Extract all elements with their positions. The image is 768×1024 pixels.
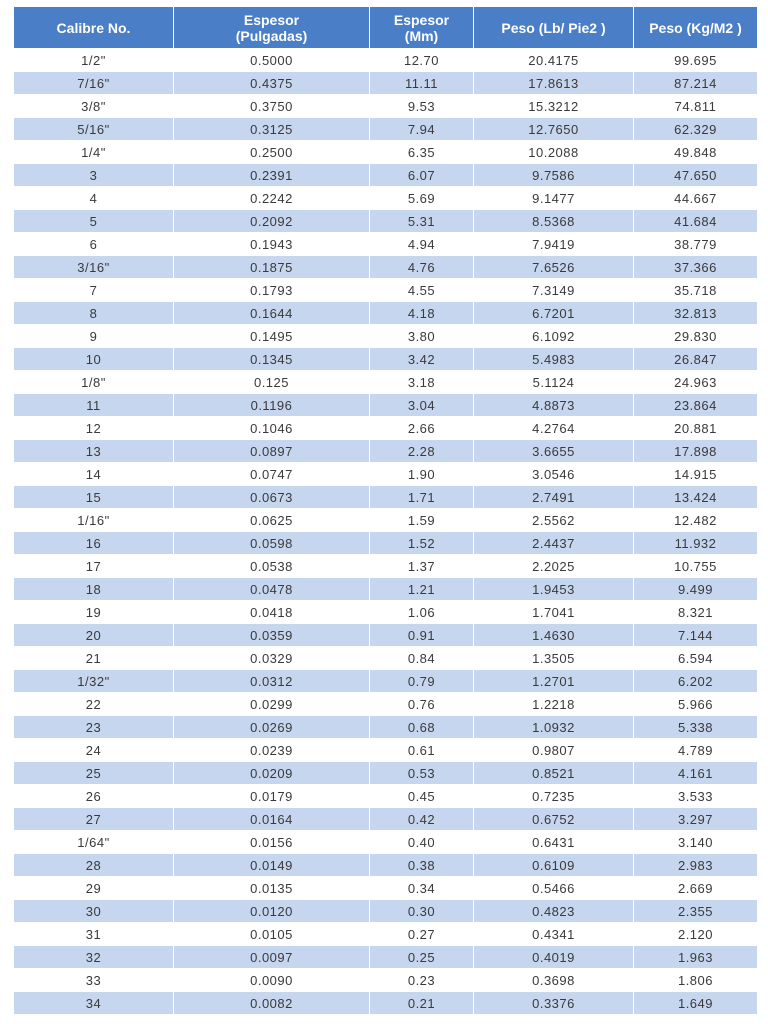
cell-espesor-mm: 0.79 (370, 670, 474, 693)
header-espesor-mm-line1: Espesor (393, 11, 450, 28)
cell-peso-kg: 47.650 (634, 164, 758, 187)
cell-espesor-mm: 4.76 (370, 256, 474, 279)
cell-peso-kg: 4.161 (634, 762, 758, 785)
cell-espesor-pulgadas: 0.0625 (174, 509, 370, 532)
cell-calibre: 24 (14, 739, 174, 762)
cell-calibre: 21 (14, 647, 174, 670)
cell-espesor-mm: 0.38 (370, 854, 474, 877)
cell-espesor-pulgadas: 0.1875 (174, 256, 370, 279)
header-peso-lb-label: Peso (Lb/ Pie2 ) (501, 19, 606, 36)
table-row (14, 486, 758, 509)
cell-peso-kg: 44.667 (634, 187, 758, 210)
cell-calibre: 1/4" (14, 141, 174, 164)
cell-espesor-pulgadas: 0.0673 (174, 486, 370, 509)
cell-calibre: 15 (14, 486, 174, 509)
cell-peso-lb: 0.3698 (474, 969, 634, 992)
cell-espesor-pulgadas: 0.0097 (174, 946, 370, 969)
cell-espesor-pulgadas: 0.0164 (174, 808, 370, 831)
cell-calibre: 29 (14, 877, 174, 900)
cell-calibre: 16 (14, 532, 174, 555)
cell-peso-lb: 7.3149 (474, 279, 634, 302)
cell-peso-kg: 32.813 (634, 302, 758, 325)
cell-calibre: 12 (14, 417, 174, 440)
cell-peso-lb: 1.9453 (474, 578, 634, 601)
table-row (14, 624, 758, 647)
cell-espesor-mm: 0.61 (370, 739, 474, 762)
cell-espesor-pulgadas: 0.0478 (174, 578, 370, 601)
table-row (14, 555, 758, 578)
table-row (14, 417, 758, 440)
cell-calibre: 1/2" (14, 49, 174, 72)
cell-peso-lb: 0.9807 (474, 739, 634, 762)
cell-peso-kg: 2.669 (634, 877, 758, 900)
cell-espesor-pulgadas: 0.2242 (174, 187, 370, 210)
cell-peso-lb: 9.7586 (474, 164, 634, 187)
cell-peso-kg: 9.499 (634, 578, 758, 601)
cell-espesor-pulgadas: 0.3750 (174, 95, 370, 118)
cell-espesor-mm: 3.04 (370, 394, 474, 417)
cell-espesor-pulgadas: 0.0747 (174, 463, 370, 486)
cell-peso-lb: 5.4983 (474, 348, 634, 371)
cell-peso-lb: 1.2701 (474, 670, 634, 693)
cell-calibre: 19 (14, 601, 174, 624)
table-row (14, 348, 758, 371)
table-row (14, 279, 758, 302)
cell-espesor-pulgadas: 0.4375 (174, 72, 370, 95)
cell-peso-lb: 17.8613 (474, 72, 634, 95)
cell-peso-kg: 3.533 (634, 785, 758, 808)
cell-peso-lb: 6.1092 (474, 325, 634, 348)
cell-calibre: 22 (14, 693, 174, 716)
cell-peso-lb: 6.7201 (474, 302, 634, 325)
cell-espesor-pulgadas: 0.125 (174, 371, 370, 394)
cell-espesor-mm: 1.90 (370, 463, 474, 486)
cell-peso-kg: 87.214 (634, 72, 758, 95)
cell-espesor-mm: 0.45 (370, 785, 474, 808)
cell-espesor-mm: 0.21 (370, 992, 474, 1015)
cell-espesor-mm: 6.35 (370, 141, 474, 164)
cell-peso-lb: 0.4019 (474, 946, 634, 969)
cell-peso-kg: 10.755 (634, 555, 758, 578)
cell-espesor-pulgadas: 0.2092 (174, 210, 370, 233)
cell-espesor-mm: 4.94 (370, 233, 474, 256)
cell-calibre: 27 (14, 808, 174, 831)
cell-peso-kg: 8.321 (634, 601, 758, 624)
cell-calibre: 3/16" (14, 256, 174, 279)
cell-peso-lb: 4.2764 (474, 417, 634, 440)
cell-calibre: 31 (14, 923, 174, 946)
table-row (14, 785, 758, 808)
cell-peso-lb: 2.4437 (474, 532, 634, 555)
cell-peso-kg: 4.789 (634, 739, 758, 762)
cell-peso-lb: 20.4175 (474, 49, 634, 72)
table-row (14, 578, 758, 601)
cell-peso-lb: 0.6109 (474, 854, 634, 877)
header-espesor-pulgadas-line2: (Pulgadas) (235, 27, 308, 44)
cell-peso-kg: 5.966 (634, 693, 758, 716)
cell-calibre: 9 (14, 325, 174, 348)
cell-peso-lb: 2.5562 (474, 509, 634, 532)
cell-espesor-mm: 0.27 (370, 923, 474, 946)
cell-peso-kg: 29.830 (634, 325, 758, 348)
header-row (14, 7, 758, 49)
cell-peso-kg: 1.806 (634, 969, 758, 992)
table-row (14, 72, 758, 95)
header-espesor-pulgadas-line1: Espesor (243, 11, 300, 28)
cell-peso-lb: 8.5368 (474, 210, 634, 233)
table-row (14, 831, 758, 854)
cell-peso-lb: 10.2088 (474, 141, 634, 164)
table-row (14, 693, 758, 716)
cell-peso-kg: 6.594 (634, 647, 758, 670)
table-header (14, 7, 758, 49)
cell-peso-kg: 20.881 (634, 417, 758, 440)
cell-peso-lb: 1.7041 (474, 601, 634, 624)
table-row (14, 233, 758, 256)
cell-espesor-pulgadas: 0.0538 (174, 555, 370, 578)
cell-calibre: 25 (14, 762, 174, 785)
table-row (14, 739, 758, 762)
cell-espesor-pulgadas: 0.0299 (174, 693, 370, 716)
cell-espesor-pulgadas: 0.0156 (174, 831, 370, 854)
table-row (14, 394, 758, 417)
cell-peso-kg: 13.424 (634, 486, 758, 509)
cell-calibre: 8 (14, 302, 174, 325)
cell-peso-lb: 7.6526 (474, 256, 634, 279)
table-row (14, 210, 758, 233)
table-row (14, 854, 758, 877)
header-peso-kg-label: Peso (Kg/M2 ) (649, 19, 742, 36)
cell-peso-lb: 0.4823 (474, 900, 634, 923)
cell-calibre: 18 (14, 578, 174, 601)
cell-calibre: 11 (14, 394, 174, 417)
cell-espesor-mm: 0.23 (370, 969, 474, 992)
cell-peso-kg: 38.779 (634, 233, 758, 256)
cell-peso-kg: 17.898 (634, 440, 758, 463)
cell-espesor-pulgadas: 0.0209 (174, 762, 370, 785)
cell-peso-lb: 0.5466 (474, 877, 634, 900)
cell-peso-kg: 2.983 (634, 854, 758, 877)
table-row (14, 900, 758, 923)
cell-espesor-mm: 6.07 (370, 164, 474, 187)
header-calibre (14, 7, 174, 49)
cell-espesor-mm: 0.91 (370, 624, 474, 647)
cell-espesor-mm: 1.21 (370, 578, 474, 601)
cell-peso-lb: 7.9419 (474, 233, 634, 256)
cell-calibre: 5/16" (14, 118, 174, 141)
cell-espesor-pulgadas: 0.0082 (174, 992, 370, 1015)
table-row (14, 187, 758, 210)
cell-calibre: 7/16" (14, 72, 174, 95)
table-row (14, 532, 758, 555)
table-row (14, 95, 758, 118)
cell-espesor-mm: 4.55 (370, 279, 474, 302)
cell-espesor-mm: 11.11 (370, 72, 474, 95)
cell-peso-kg: 5.338 (634, 716, 758, 739)
cell-espesor-mm: 0.25 (370, 946, 474, 969)
table-row (14, 716, 758, 739)
cell-calibre: 4 (14, 187, 174, 210)
cell-calibre: 32 (14, 946, 174, 969)
cell-espesor-mm: 1.52 (370, 532, 474, 555)
cell-calibre: 5 (14, 210, 174, 233)
cell-espesor-mm: 3.80 (370, 325, 474, 348)
table-row (14, 509, 758, 532)
cell-calibre: 1/8" (14, 371, 174, 394)
cell-espesor-pulgadas: 0.2391 (174, 164, 370, 187)
cell-espesor-mm: 1.71 (370, 486, 474, 509)
cell-espesor-mm: 1.06 (370, 601, 474, 624)
cell-espesor-pulgadas: 0.1046 (174, 417, 370, 440)
cell-peso-kg: 24.963 (634, 371, 758, 394)
cell-espesor-pulgadas: 0.1644 (174, 302, 370, 325)
cell-peso-kg: 26.847 (634, 348, 758, 371)
cell-espesor-pulgadas: 0.0179 (174, 785, 370, 808)
cell-espesor-pulgadas: 0.0418 (174, 601, 370, 624)
cell-peso-kg: 14.915 (634, 463, 758, 486)
cell-espesor-mm: 3.18 (370, 371, 474, 394)
table-row (14, 808, 758, 831)
cell-peso-kg: 23.864 (634, 394, 758, 417)
cell-peso-kg: 6.202 (634, 670, 758, 693)
cell-calibre: 7 (14, 279, 174, 302)
header-calibre-label: Calibre No. (56, 19, 131, 36)
cell-peso-lb: 15.3212 (474, 95, 634, 118)
cell-peso-lb: 0.6431 (474, 831, 634, 854)
cell-espesor-mm: 5.69 (370, 187, 474, 210)
cell-calibre: 30 (14, 900, 174, 923)
cell-espesor-pulgadas: 0.1793 (174, 279, 370, 302)
cell-peso-lb: 0.4341 (474, 923, 634, 946)
cell-peso-kg: 41.684 (634, 210, 758, 233)
cell-peso-lb: 12.7650 (474, 118, 634, 141)
cell-peso-lb: 1.0932 (474, 716, 634, 739)
cell-calibre: 1/64" (14, 831, 174, 854)
cell-espesor-mm: 0.53 (370, 762, 474, 785)
cell-peso-lb: 3.0546 (474, 463, 634, 486)
cell-calibre: 20 (14, 624, 174, 647)
cell-calibre: 6 (14, 233, 174, 256)
table-row (14, 118, 758, 141)
cell-espesor-pulgadas: 0.1196 (174, 394, 370, 417)
header-peso-lb (474, 7, 634, 49)
cell-espesor-mm: 3.42 (370, 348, 474, 371)
table-row (14, 877, 758, 900)
cell-calibre: 23 (14, 716, 174, 739)
table-row (14, 670, 758, 693)
cell-espesor-pulgadas: 0.0359 (174, 624, 370, 647)
cell-espesor-pulgadas: 0.3125 (174, 118, 370, 141)
cell-espesor-pulgadas: 0.0149 (174, 854, 370, 877)
cell-calibre: 26 (14, 785, 174, 808)
cell-calibre: 28 (14, 854, 174, 877)
cell-calibre: 14 (14, 463, 174, 486)
table-row (14, 601, 758, 624)
gauge-table (13, 6, 758, 1015)
cell-espesor-mm: 0.30 (370, 900, 474, 923)
gauge-table-container (13, 6, 757, 1015)
cell-espesor-pulgadas: 0.1943 (174, 233, 370, 256)
cell-espesor-pulgadas: 0.1495 (174, 325, 370, 348)
cell-espesor-pulgadas: 0.0105 (174, 923, 370, 946)
cell-calibre: 34 (14, 992, 174, 1015)
table-row (14, 762, 758, 785)
cell-espesor-pulgadas: 0.0090 (174, 969, 370, 992)
cell-espesor-mm: 0.84 (370, 647, 474, 670)
cell-espesor-mm: 0.34 (370, 877, 474, 900)
cell-peso-lb: 0.8521 (474, 762, 634, 785)
cell-espesor-mm: 0.76 (370, 693, 474, 716)
cell-calibre: 33 (14, 969, 174, 992)
cell-peso-kg: 11.932 (634, 532, 758, 555)
cell-espesor-pulgadas: 0.0897 (174, 440, 370, 463)
table-row (14, 371, 758, 394)
table-body (14, 49, 758, 1015)
header-espesor-mm-line2: (Mm) (404, 27, 439, 44)
cell-calibre: 10 (14, 348, 174, 371)
cell-peso-kg: 62.329 (634, 118, 758, 141)
cell-espesor-mm: 2.28 (370, 440, 474, 463)
cell-calibre: 17 (14, 555, 174, 578)
cell-peso-lb: 2.7491 (474, 486, 634, 509)
table-row (14, 256, 758, 279)
cell-espesor-mm: 1.37 (370, 555, 474, 578)
cell-peso-kg: 1.963 (634, 946, 758, 969)
cell-espesor-mm: 12.70 (370, 49, 474, 72)
table-row (14, 302, 758, 325)
cell-peso-kg: 3.297 (634, 808, 758, 831)
table-row (14, 141, 758, 164)
header-espesor-mm (370, 7, 474, 49)
table-row (14, 946, 758, 969)
cell-espesor-mm: 0.42 (370, 808, 474, 831)
cell-peso-kg: 12.482 (634, 509, 758, 532)
cell-peso-lb: 2.2025 (474, 555, 634, 578)
cell-espesor-mm: 9.53 (370, 95, 474, 118)
table-row (14, 49, 758, 72)
cell-espesor-pulgadas: 0.5000 (174, 49, 370, 72)
header-peso-kg (634, 7, 758, 49)
cell-peso-kg: 7.144 (634, 624, 758, 647)
cell-espesor-mm: 0.40 (370, 831, 474, 854)
table-row (14, 992, 758, 1015)
cell-peso-kg: 1.649 (634, 992, 758, 1015)
cell-calibre: 1/16" (14, 509, 174, 532)
table-row (14, 923, 758, 946)
table-row (14, 463, 758, 486)
table-row (14, 647, 758, 670)
table-row (14, 440, 758, 463)
cell-espesor-mm: 4.18 (370, 302, 474, 325)
cell-espesor-pulgadas: 0.0598 (174, 532, 370, 555)
cell-peso-lb: 3.6655 (474, 440, 634, 463)
cell-peso-kg: 74.811 (634, 95, 758, 118)
table-row (14, 325, 758, 348)
cell-peso-kg: 3.140 (634, 831, 758, 854)
table-row (14, 969, 758, 992)
cell-peso-kg: 2.120 (634, 923, 758, 946)
cell-espesor-mm: 5.31 (370, 210, 474, 233)
cell-espesor-pulgadas: 0.0312 (174, 670, 370, 693)
cell-peso-lb: 0.6752 (474, 808, 634, 831)
cell-espesor-pulgadas: 0.0135 (174, 877, 370, 900)
cell-calibre: 3/8" (14, 95, 174, 118)
cell-espesor-pulgadas: 0.0329 (174, 647, 370, 670)
cell-calibre: 13 (14, 440, 174, 463)
cell-espesor-mm: 7.94 (370, 118, 474, 141)
cell-peso-kg: 37.366 (634, 256, 758, 279)
cell-peso-lb: 4.8873 (474, 394, 634, 417)
cell-peso-lb: 5.1124 (474, 371, 634, 394)
table-row (14, 164, 758, 187)
cell-espesor-pulgadas: 0.2500 (174, 141, 370, 164)
cell-calibre: 1/32" (14, 670, 174, 693)
cell-peso-lb: 1.2218 (474, 693, 634, 716)
cell-espesor-pulgadas: 0.0239 (174, 739, 370, 762)
header-espesor-pulgadas (174, 7, 370, 49)
cell-espesor-mm: 2.66 (370, 417, 474, 440)
cell-peso-kg: 2.355 (634, 900, 758, 923)
cell-peso-lb: 1.3505 (474, 647, 634, 670)
cell-peso-lb: 0.7235 (474, 785, 634, 808)
cell-espesor-pulgadas: 0.1345 (174, 348, 370, 371)
cell-espesor-mm: 1.59 (370, 509, 474, 532)
cell-peso-kg: 99.695 (634, 49, 758, 72)
cell-peso-lb: 9.1477 (474, 187, 634, 210)
cell-espesor-pulgadas: 0.0269 (174, 716, 370, 739)
cell-peso-lb: 0.3376 (474, 992, 634, 1015)
cell-peso-kg: 49.848 (634, 141, 758, 164)
cell-peso-kg: 35.718 (634, 279, 758, 302)
cell-espesor-pulgadas: 0.0120 (174, 900, 370, 923)
cell-calibre: 3 (14, 164, 174, 187)
cell-peso-lb: 1.4630 (474, 624, 634, 647)
cell-espesor-mm: 0.68 (370, 716, 474, 739)
